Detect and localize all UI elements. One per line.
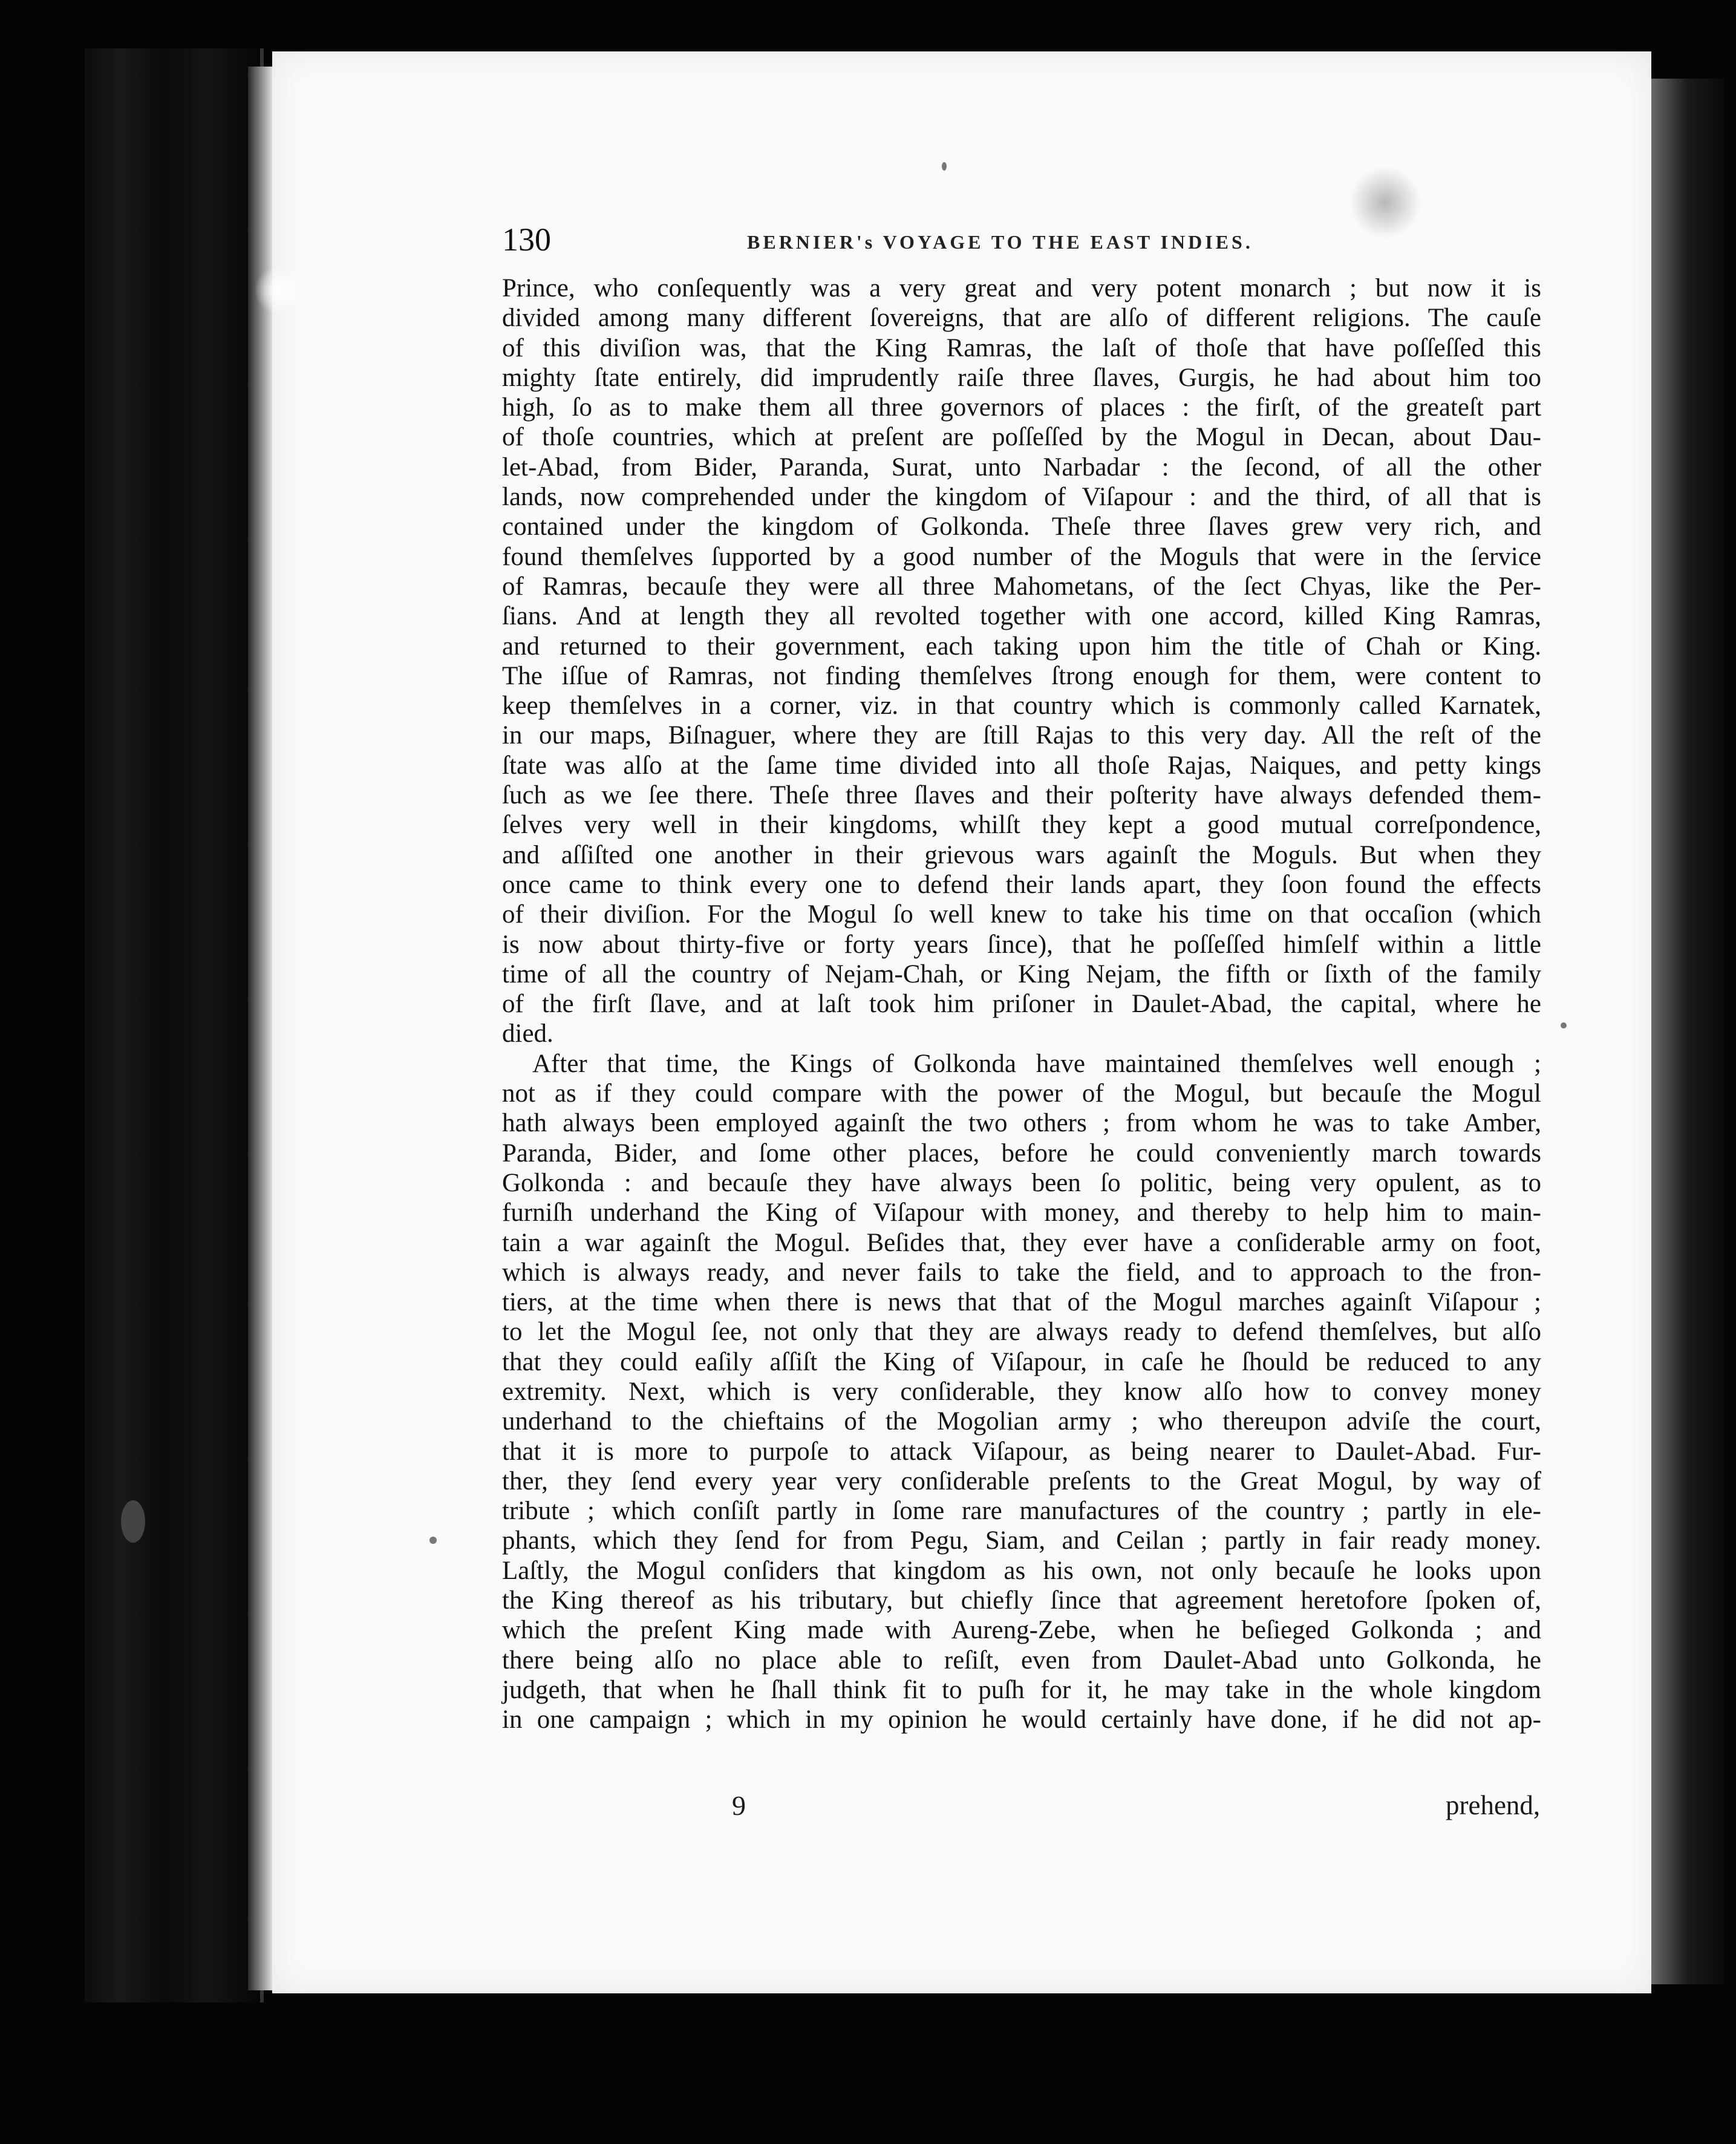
text-line: Paranda, Bider, and ſome other places, before he could conveniently march towards — [502, 1139, 1541, 1168]
text-line: the King thereof as his tributary, but chiefly ſince that agreement heretofore ſpoken of, — [502, 1586, 1541, 1615]
text-line: ſelves very well in their kingdoms, whilſt they kept a good mutual correſpondence, — [502, 811, 1541, 840]
text-line: of Ramras, becauſe they were all three Mahometans, of the ſect Chyas, like the Per- — [502, 572, 1541, 601]
text-line: extremity. Next, which is very conſiderable, they know alſo how to convey money — [502, 1377, 1541, 1406]
text-line: in one campaign ; which in my opinion he would certainly have done, if he did not ap- — [502, 1705, 1541, 1734]
text-line: tribute ; which conſiſt partly in ſome rare manufactures of the country ; partly in ele- — [502, 1497, 1541, 1526]
text-line: which is always ready, and never fails to take the field, and to approach to the fron- — [502, 1258, 1541, 1287]
text-line: mighty ſtate entirely, did imprudently raiſe three ſlaves, Gurgis, he had about him too — [502, 363, 1541, 392]
text-line: died. — [502, 1019, 553, 1048]
text-line: lands, now comprehended under the kingdom of Viſapour : and the third, of all that is — [502, 483, 1541, 512]
text-line: tiers, at the time when there is news that that of the Mogul marches againſt Viſapour ; — [502, 1288, 1541, 1317]
text-line: there being alſo no place able to reſiſt, even from Daulet-Abad unto Golkonda, he — [502, 1646, 1541, 1675]
text-line: ſians. And at length they all revolted together with one accord, killed King Ramras, — [502, 602, 1541, 631]
text-line: of the firſt ſlave, and at laſt took him priſoner in Daulet-Abad, the capital, where he — [502, 990, 1541, 1019]
ink-speck — [429, 1537, 437, 1544]
scan-smudge — [1349, 166, 1421, 239]
text-line: Laſtly, the Mogul conſiders that kingdom as his own, not only becauſe he looks upon — [502, 1556, 1541, 1585]
text-line: which the preſent King made with Aureng-Zebe, when he beſieged Golkonda ; and — [502, 1616, 1541, 1645]
text-line: once came to think every one to defend their lands apart, they ſoon found the effects — [502, 870, 1541, 899]
text-line: ſtate was alſo at the ſame time divided into all thoſe Rajas, Naiques, and petty kings — [502, 751, 1541, 780]
text-line: of thoſe countries, which at preſent are poſſeſſed by the Mogul in Decan, about Dau- — [502, 423, 1541, 452]
text-line: high, ſo as to make them all three governors of places : the firſt, of the greateſt part — [502, 393, 1541, 422]
book-spine — [85, 48, 264, 2002]
signature-mark: 9 — [732, 1790, 746, 1821]
text-line: and aſſiſted one another in their grievous wars againſt the Moguls. But when they — [502, 840, 1541, 869]
page-number: 130 — [502, 221, 551, 258]
text-line: Prince, who conſequently was a very great and very potent monarch ; but now it is — [502, 274, 1541, 302]
text-line: divided among many different ſovereigns, that are alſo of different religions. The cauſe — [502, 304, 1541, 333]
text-line: ſuch as we ſee there. Theſe three ſlaves and their poſterity have always defended them- — [502, 781, 1541, 810]
text-line: of their diviſion. For the Mogul ſo well knew to take his time on that occaſion (which — [502, 900, 1541, 929]
text-line: tain a war againſt the Mogul. Beſides that, they ever have a conſiderable army on foot, — [502, 1228, 1541, 1257]
text-line: After that time, the Kings of Golkonda have maintained themſelves well enough ; — [532, 1049, 1541, 1078]
page-gutter — [248, 67, 275, 1990]
text-line: contained under the kingdom of Golkonda. Theſe three ſlaves grew very rich, and — [502, 512, 1541, 541]
text-line: of this diviſion was, that the King Ramras, the laſt of thoſe that have poſſeſſed this — [502, 333, 1541, 362]
ink-speck — [942, 162, 947, 171]
text-line: judgeth, that when he ſhall think fit to puſh for it, he may take in the whole kingdom — [502, 1675, 1541, 1704]
text-line: furniſh underhand the King of Viſapour with money, and thereby to help him to main- — [502, 1198, 1541, 1227]
text-line: in our maps, Biſnaguer, where they are ſtill Rajas to this very day. All the reſt of the — [502, 721, 1541, 750]
body-text — [502, 273, 1541, 1735]
running-title: BERNIER's VOYAGE TO THE EAST INDIES. — [747, 231, 1253, 253]
text-line: The iſſue of Ramras, not finding themſelves ſtrong enough for them, were content to — [502, 661, 1541, 690]
text-line: keep themſelves in a corner, viz. in that country which is commonly called Karnatek, — [502, 691, 1541, 721]
text-line: is now about thirty-five or forty years ſince), that he poſſeſſed himſelf within a little — [502, 930, 1541, 959]
text-line: underhand to the chieftains of the Mogolian army ; who thereupon adviſe the court, — [502, 1407, 1541, 1436]
text-line: phants, which they ſend for from Pegu, Siam, and Ceilan ; partly in fair ready money. — [502, 1526, 1541, 1555]
text-line: time of all the country of Nejam-Chah, or King Nejam, the fifth or ſixth of the family — [502, 959, 1541, 989]
text-line: hath always been employed againſt the two others ; from whom he was to take Amber, — [502, 1109, 1541, 1138]
text-line: that it is more to purpoſe to attack Viſapour, as being nearer to Daulet-Abad. Fur- — [502, 1437, 1541, 1466]
text-line: that they could eaſily aſſiſt the King of Viſapour, in caſe he ſhould be reduced to any — [502, 1347, 1541, 1376]
text-line: found themſelves ſupported by a good number of the Moguls that were in the ſervice — [502, 542, 1541, 571]
text-line: ther, they ſend every year very conſiderable preſents to the Great Mogul, by way of — [502, 1466, 1541, 1495]
text-line: and returned to their government, each taking upon him the title of Chah or King. — [502, 632, 1541, 661]
text-line: not as if they could compare with the power of the Mogul, but becauſe the Mogul — [502, 1079, 1541, 1108]
text-line: Golkonda : and becauſe they have always been ſo politic, being very opulent, as to — [502, 1168, 1541, 1197]
catchword: prehend, — [1446, 1790, 1541, 1820]
ink-blot — [121, 1500, 145, 1543]
text-line: to let the Mogul ſee, not only that they are always ready to defend themſelves, but alſo — [502, 1318, 1541, 1347]
ink-speck — [1561, 1022, 1567, 1028]
text-line: let-Abad, from Bider, Paranda, Surat, unto Narbadar : the ſecond, of all the other — [502, 453, 1541, 482]
